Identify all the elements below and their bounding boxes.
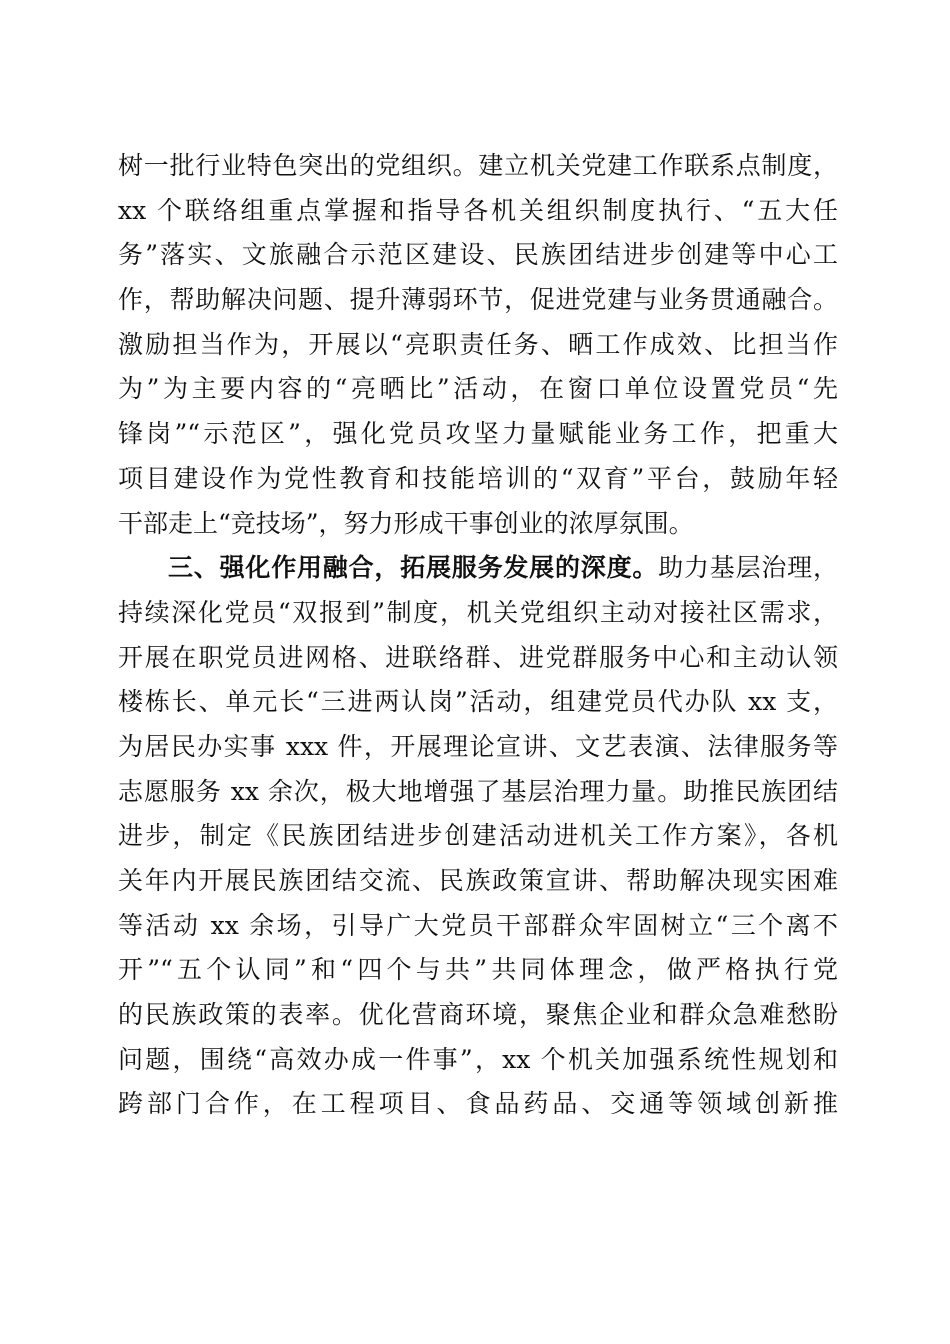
text-line: 项目建设作为党性教育和技能培训的“双育”平台，鼓励年轻 (118, 463, 838, 493)
text-line: 锋岗”“示范区”，强化党员攻坚力量赋能业务工作，把重大 (118, 419, 838, 449)
text-line: 问题，围绕“高效办成一件事”，xx 个机关加强系统性规划和 (118, 1044, 838, 1074)
text-line: 为居民办实事 xxx 件，开展理论宣讲、文艺表演、法律服务等 (118, 731, 838, 761)
text-line: 持续深化党员“双报到”制度，机关党组织主动对接社区需求， (118, 597, 838, 627)
paragraph-heading-line (118, 546, 838, 591)
section-heading: 三、强化作用融合，拓展服务发展的深度。 (168, 553, 659, 583)
body-text (118, 144, 838, 1127)
text-line: 务”落实、文旅融合示范区建设、民族团结进步创建等中心工 (118, 240, 838, 270)
text-line: 楼栋长、单元长“三进两认岗”活动，组建党员代办队 xx 支， (118, 687, 838, 717)
paragraph-2 (118, 546, 838, 1127)
text-line: 开”“五个认同”和“四个与共”共同体理念，做严格执行党 (118, 955, 838, 985)
text-line: 为”为主要内容的“亮晒比”活动，在窗口单位设置党员“先 (118, 374, 838, 404)
text-line: 作，帮助解决问题、提升薄弱环节，促进党建与业务贯通融合。 (118, 285, 838, 315)
text-line: 的民族政策的表率。优化营商环境，聚焦企业和群众急难愁盼 (118, 1000, 838, 1030)
text-line: 开展在职党员进网格、进联络群、进党群服务中心和主动认领 (118, 642, 838, 672)
text-line: 激励担当作为，开展以“亮职责任务、晒工作成效、比担当作 (118, 329, 838, 359)
text-line: 进步，制定《民族团结进步创建活动进机关工作方案》，各机 (118, 821, 838, 851)
text-line: 树一批行业特色突出的党组织。建立机关党建工作联系点制度， (118, 151, 838, 180)
text-line: 关年内开展民族团结交流、民族政策宣讲、帮助解决现实困难 (118, 866, 838, 895)
text-line: xx 个联络组重点掌握和指导各机关组织制度执行、“五大任 (118, 195, 838, 225)
text-line: 跨部门合作，在工程项目、食品药品、交通等领域创新推 (118, 1089, 838, 1119)
text-line: 志愿服务 xx 余次，极大地增强了基层治理力量。助推民族团结 (118, 776, 838, 806)
heading-line-text: 助力基层治理， (658, 553, 838, 583)
text-line: 干部走上“竞技场”，努力形成干事创业的浓厚氛围。 (118, 508, 694, 538)
text-line: 等活动 xx 余场，引导广大党员干部群众牢固树立“三个离不 (118, 910, 838, 940)
paragraph-1 (118, 144, 838, 546)
